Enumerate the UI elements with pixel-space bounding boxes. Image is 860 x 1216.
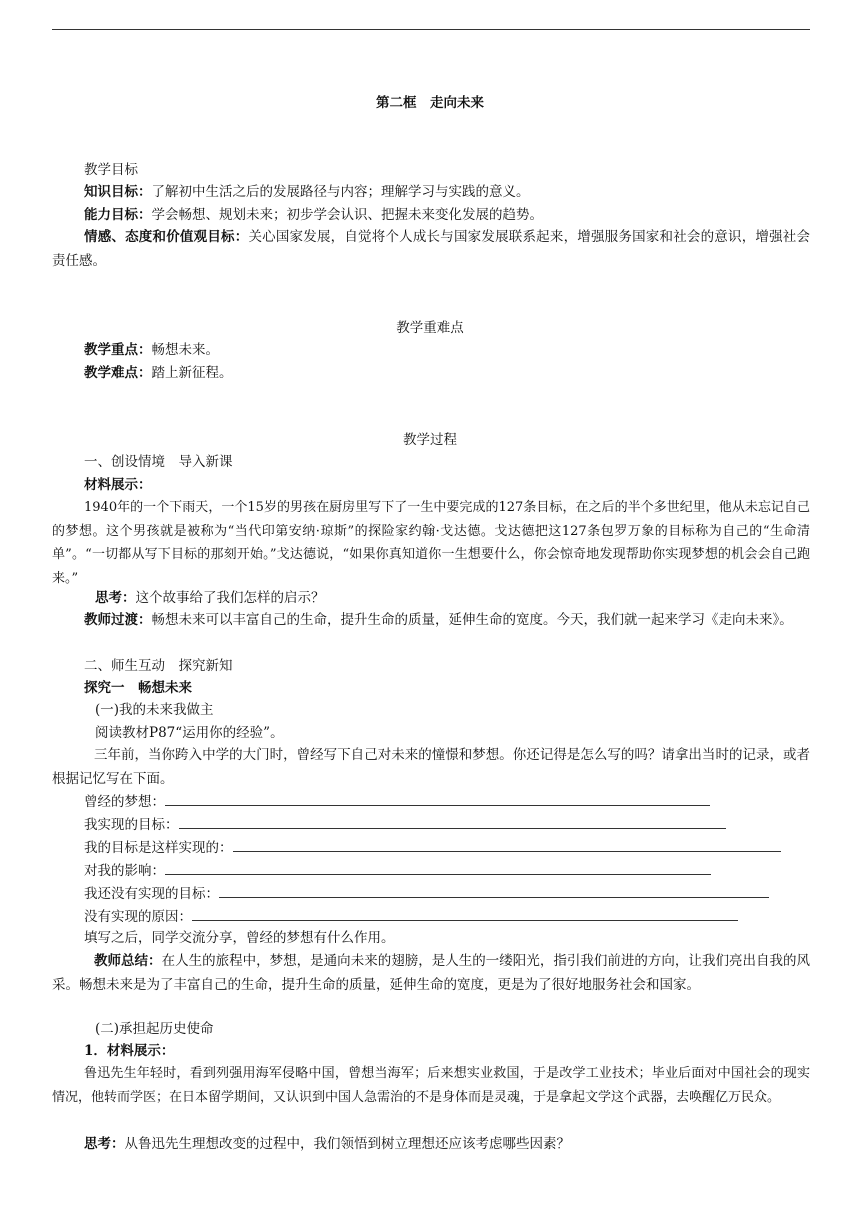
material-label: 材料展示： <box>84 477 152 493</box>
part-two-heading: 二、师生互动 探究新知 <box>84 658 233 674</box>
writing-prompt: 三年前，当你跨入中学的大门时，曾经写下自己对未来的憧憬和梦想。你还记得是怎么写的吗？请拿出当时的记录，或者根据记忆写在下面。 <box>52 747 810 787</box>
blank-line[interactable] <box>165 860 711 875</box>
think-question: 思考：这个故事给了我们怎样的启示？ <box>95 590 325 606</box>
teaching-difficulty: 教学难点：踏上新征程。 <box>84 365 233 381</box>
key-points-heading: 教学重难点 <box>396 320 464 336</box>
reading-instruction: 阅读教材P87“运用你的经验”。 <box>95 725 284 741</box>
fill-field-reason: 没有实现的原因： <box>84 906 738 927</box>
process-heading: 教学过程 <box>403 432 457 448</box>
fill-field-dream: 曾经的梦想： <box>84 791 710 812</box>
teacher-transition: 教师过渡：畅想未来可以丰富自己的生命，提升生命的质量，延伸生命的宽度。今天，我们就一起来学习《走向未来》。 <box>84 612 793 628</box>
ability-objective: 能力目标：学会畅想、规划未来；初步学会认识、把握未来变化发展的趋势。 <box>84 207 543 223</box>
knowledge-objective: 知识目标：了解初中生活之后的发展路径与内容；理解学习与实践的意义。 <box>84 184 530 200</box>
header-rule <box>52 29 810 30</box>
fill-field-how: 我的目标是这样实现的： <box>84 837 781 858</box>
sub-heading-one: (一)我的未来我做主 <box>95 702 214 718</box>
fill-field-unachieved: 我还没有实现的目标： <box>84 883 769 904</box>
material-text: 1940年的一个下雨天，一个15岁的男孩在厨房里写下了一生中要完成的127条目标，在之后的半个多世纪里，他从未忘记自己的梦想。这个男孩就是被称为“当代印第安纳·琼斯”的探险家约翰·戈达德。戈达德把这127条包罗万象的目标称为自己的“生命清单”。“一切都从写下目标的那刻开始。”戈达德说，“如果你真知道你一生想要什么，你会惊奇地发现帮助你实现梦想的机会会自己跑来。” <box>52 500 810 586</box>
blank-line[interactable] <box>219 883 769 898</box>
part-one-heading: 一、创设情境 导入新课 <box>84 454 233 470</box>
blank-line[interactable] <box>165 791 710 806</box>
blank-line[interactable] <box>192 906 738 921</box>
teaching-focus: 教学重点：畅想未来。 <box>84 342 219 358</box>
think-question-two: 思考：从鲁迅先生理想改变的过程中，我们领悟到树立理想还应该考虑哪些因素？ <box>84 1136 570 1152</box>
material-two-text: 鲁迅先生年轻时，看到列强用海军侵略中国，曾想当海军；后来想实业救国，于是改学工业技术；毕业后面对中国社会的现实情况，他转而学医；在日本留学期间，又认识到中国人急需治的不是身体而是灵魂，于是拿起文学这个武器，去唤醒亿万民众。 <box>52 1066 810 1105</box>
material-two-label: 1．材料展示： <box>84 1043 175 1059</box>
blank-line[interactable] <box>233 837 781 852</box>
explore-one-heading: 探究一 畅想未来 <box>84 680 192 696</box>
objectives-heading: 教学目标 <box>84 162 138 178</box>
teacher-summary: 教师总结：在人生的旅程中，梦想，是通向未来的翅膀，是人生的一缕阳光，指引我们前进的方向，让我们亮出自我的风采。畅想未来是为了丰富自己的生命，提升生命的质量，延伸生命的宽度，更是为了很好地服务社会和国家。 <box>52 953 811 993</box>
sub-heading-two: (二)承担起历史使命 <box>95 1021 214 1037</box>
page-title: 第二框 走向未来 <box>376 95 484 111</box>
fill-field-achieved: 我实现的目标： <box>84 814 726 835</box>
share-instruction: 填写之后，同学交流分享，曾经的梦想有什么作用。 <box>84 930 395 946</box>
blank-line[interactable] <box>179 814 726 829</box>
emotion-objective: 情感、态度和价值观目标：关心国家发展，自觉将个人成长与国家发展联系起来，增强服务国家和社会的意识，增强社会责任感。 <box>52 229 811 269</box>
fill-field-impact: 对我的影响： <box>84 860 711 881</box>
